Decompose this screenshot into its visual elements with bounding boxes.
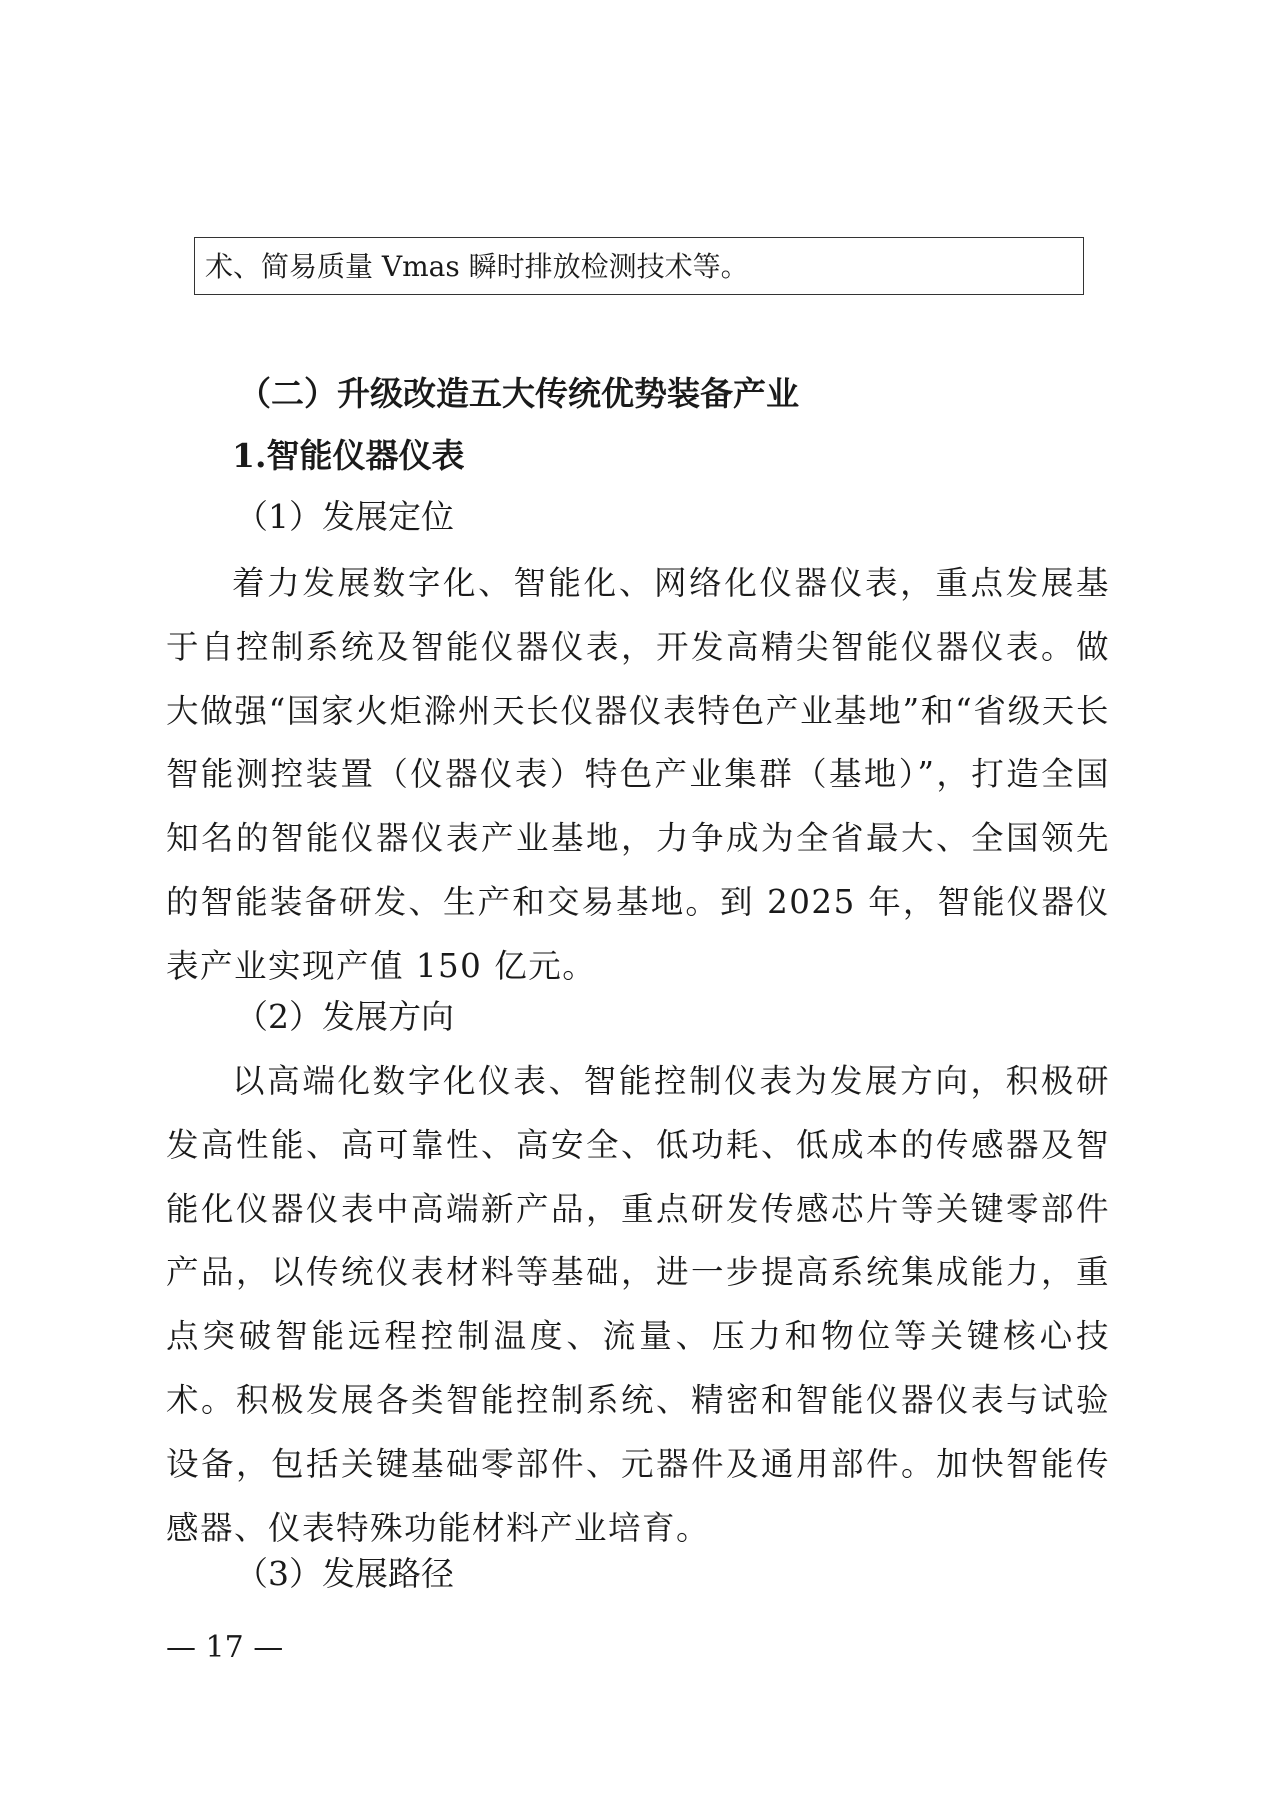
item-label-positioning: （1）发展定位 <box>235 497 454 536</box>
item-label-direction: （2）发展方向 <box>235 997 454 1036</box>
section-heading: （二）升级改造五大传统优势装备产业 <box>238 374 799 413</box>
page-number: — 17 — <box>166 1630 284 1665</box>
table-cell-continuation <box>194 237 1084 295</box>
item-label-path: （3）发展路径 <box>235 1554 454 1593</box>
table-cell-text: 术、简易质量 Vmas 瞬时排放检测技术等。 <box>205 250 749 283</box>
paragraph-direction: 以高端化数字化仪表、智能控制仪表为发展方向，积极研发高性能、高可靠性、高安全、低功耗、低成本的传感器及智能化仪器仪表中高端新产品，重点研发传感芯片等关键零部件产品，以传统仪表材料等基础，进一步提高系统集成能力，重点突破智能远程控制温度、流量、压力和物位等关键核心技术。积极发展各类智能控制系统、精密和智能仪器仪表与试验设备，包括关键基础零部件、元器件及通用部件。加快智能传感器、仪表特殊功能材料产业培育。 <box>166 1062 1110 1547</box>
paragraph-positioning: 着力发展数字化、智能化、网络化仪器仪表，重点发展基于自控制系统及智能仪器仪表，开发高精尖智能仪器仪表。做大做强“国家火炬滁州天长仪器仪表特色产业基地”和“省级天长智能测控装置（仪器仪表）特色产业集群（基地）”，打造全国知名的智能仪器仪表产业基地，力争成为全省最大、全国领先的智能装备研发、生产和交易基地。到 2025 年，智能仪器仪表产业实现产值 150 亿元。 <box>166 564 1110 985</box>
subsection-title: 1.智能仪器仪表 <box>232 436 465 475</box>
